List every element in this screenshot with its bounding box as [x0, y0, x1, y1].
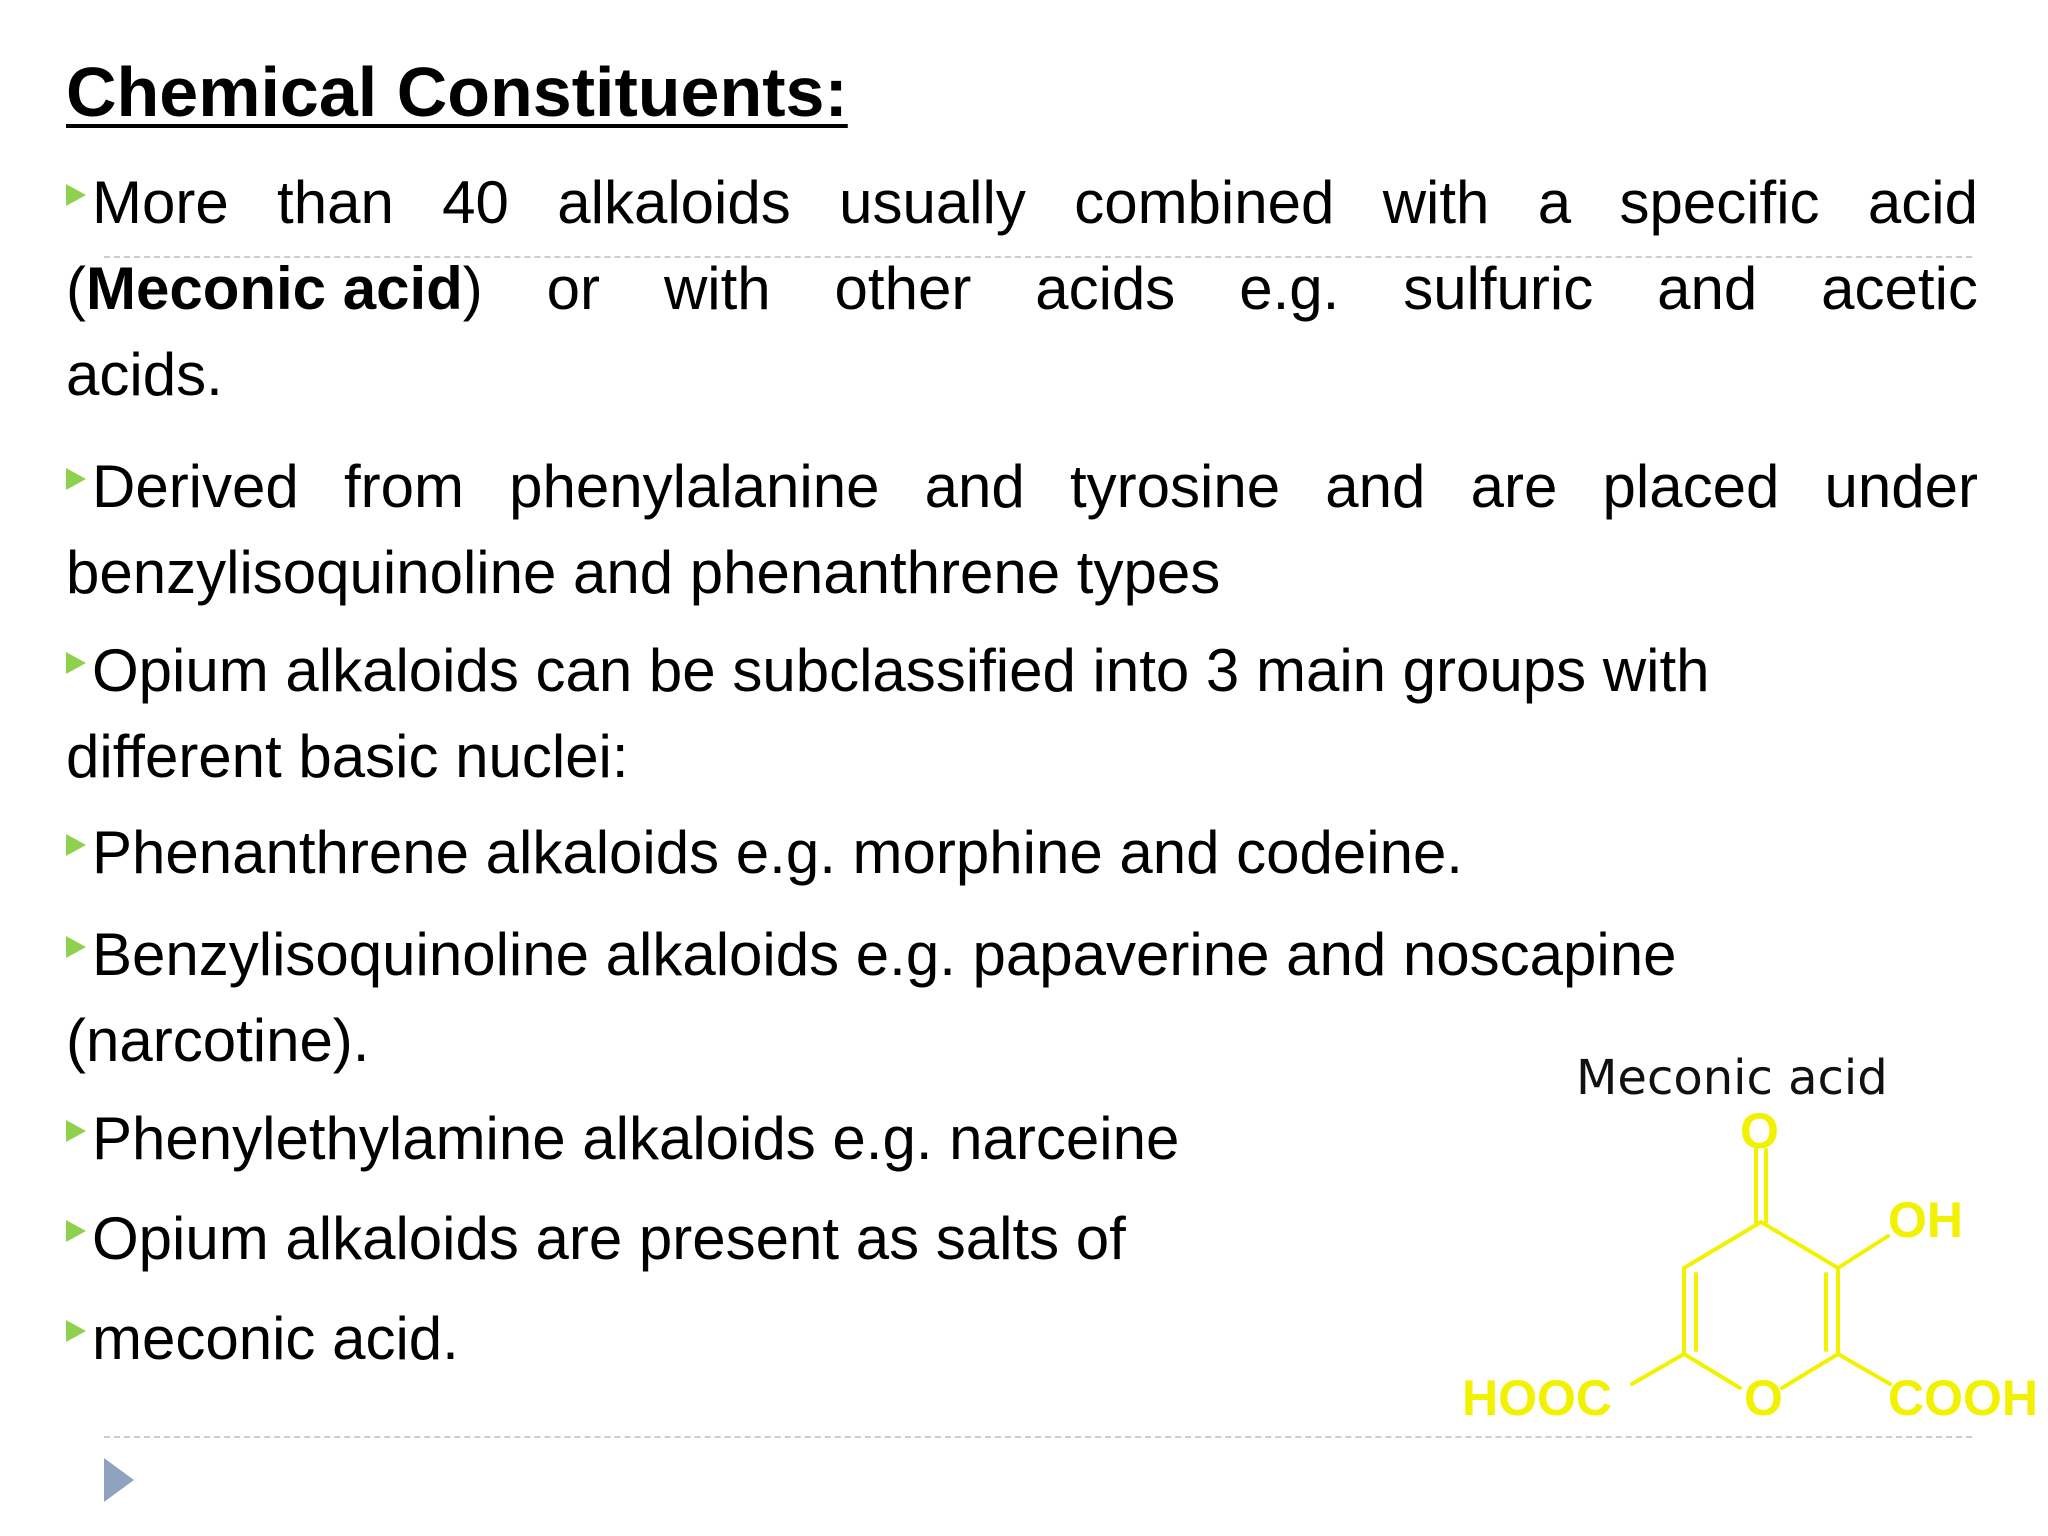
- paragraph-line: Opium alkaloids are present as salts of: [66, 1196, 1978, 1282]
- bold-phrase: Meconic acid: [85, 255, 463, 322]
- triangle-bullet-icon: [66, 1220, 86, 1242]
- ring-bond-top-left: [1684, 1222, 1761, 1268]
- meconic-acid-emphasis: (Meconic acid): [66, 255, 483, 322]
- paragraph-line: Phenylethylamine alkaloids e.g. narceine: [66, 1096, 1978, 1182]
- ring-bond-bottom-right: [1782, 1354, 1838, 1388]
- triangle-bullet-icon: [66, 1120, 86, 1142]
- bullet-paragraph-3: [66, 628, 1978, 800]
- atom-ring-o: O: [1744, 1370, 1783, 1426]
- triangle-bullet-icon: [66, 184, 86, 206]
- triangle-bullet-icon: [66, 1320, 86, 1342]
- paragraph-line: benzylisoquinoline and phenanthrene types: [66, 539, 1221, 606]
- bullet-paragraph-4: [66, 810, 1978, 896]
- paragraph-line: Benzylisoquinoline alkaloids e.g. papaverine and noscapine: [66, 912, 1978, 998]
- structure-bonds: [1632, 1150, 1890, 1388]
- cooh-bond: [1838, 1354, 1890, 1384]
- divider-bottom: [104, 1436, 1972, 1438]
- meconic-acid-structure: [1440, 1100, 2048, 1440]
- ring-bond-bottom-left: [1684, 1354, 1740, 1388]
- hooc-bond: [1632, 1354, 1684, 1384]
- paragraph-line: (Meconic acid) or with other acids e.g. sulfuric and acetic: [66, 246, 1978, 332]
- atom-hooc: HOOC: [1462, 1370, 1612, 1426]
- paragraph-line: More than 40 alkaloids usually combined with a specific acid: [66, 160, 1978, 246]
- triangle-bullet-icon: [66, 652, 86, 674]
- bullet-paragraph-1: [66, 160, 1978, 418]
- paragraph-line: Derived from phenylalanine and tyrosine and are placed under: [66, 444, 1978, 530]
- paragraph-line: different basic nuclei:: [66, 723, 629, 790]
- line-start: More: [66, 160, 229, 246]
- slide-title: Chemical Constituents:: [66, 53, 848, 131]
- next-slide-arrow-icon[interactable]: [104, 1458, 134, 1502]
- paragraph-line: Opium alkaloids can be subclassified into 3 main groups with: [66, 628, 1978, 714]
- triangle-bullet-icon: [66, 468, 86, 490]
- atom-cooh: COOH: [1888, 1370, 2038, 1426]
- oh-bond: [1838, 1236, 1888, 1268]
- ring-bond-top-right: [1761, 1222, 1838, 1268]
- paragraph-line: meconic acid.: [66, 1296, 1978, 1382]
- triangle-bullet-icon: [66, 936, 86, 958]
- atom-carbonyl-o: O: [1740, 1103, 1779, 1159]
- triangle-bullet-icon: [66, 834, 86, 856]
- structure-label: Meconic acid: [1576, 1050, 1888, 1106]
- bullet-paragraph-2: [66, 444, 1978, 616]
- atom-oh: OH: [1888, 1192, 1963, 1248]
- paragraph-line: acids.: [66, 341, 223, 408]
- line-start: Derived: [66, 444, 299, 530]
- paragraph-line: (narcotine).: [66, 1007, 370, 1074]
- paragraph-line: Phenanthrene alkaloids e.g. morphine and codeine.: [66, 810, 1978, 896]
